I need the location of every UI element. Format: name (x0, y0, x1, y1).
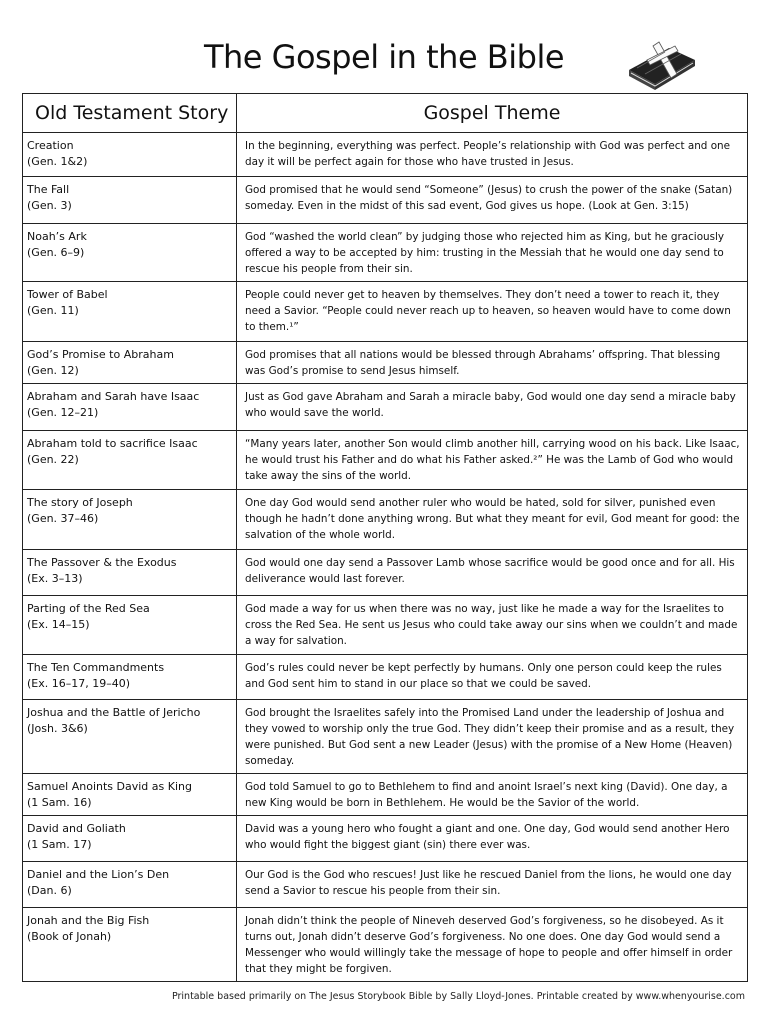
table-row (23, 224, 748, 282)
story-title: Daniel and the Lion’s Den (27, 868, 170, 881)
story-title: David and Goliath (27, 822, 126, 835)
story-title: Abraham and Sarah have Isaac (27, 390, 200, 403)
story-reference: (1 Sam. 17) (27, 838, 92, 851)
gospel-theme-cell: People could never get to heaven by themselves. They don’t need a tower to reach it, they need a Savior. “People could never reach up to heaven, so heaven would have to come down to them.¹” (237, 282, 748, 342)
story-title: The Fall (27, 183, 70, 196)
story-title: Noah’s Ark (27, 230, 87, 243)
story-title: Creation (27, 139, 74, 152)
story-cell (23, 133, 237, 177)
gospel-theme-cell: God’s rules could never be kept perfectly by humans. Only one person could keep the rules and God sent him to stand in our place so that we could be saved. (237, 655, 748, 700)
story-reference: (Gen. 37–46) (27, 512, 99, 525)
footer-credit: Printable based primarily on The Jesus Storybook Bible by Sally Lloyd-Jones. Printable created by www.whenyourise.com (171, 991, 745, 1002)
gospel-theme-cell: God would one day send a Passover Lamb whose sacrifice would be good once and for all. His deliverance would last forever. (237, 550, 748, 596)
story-cell (23, 700, 237, 774)
gospel-theme-cell: Our God is the God who rescues! Just like he rescued Daniel from the lions, he would one day send a Savior to rescue his people from their sin. (237, 862, 748, 908)
page-title: The Gospel in the Bible (203, 38, 565, 76)
story-reference: (Gen. 11) (27, 304, 79, 317)
story-reference: (Gen. 12) (27, 364, 79, 377)
gospel-theme-cell: In the beginning, everything was perfect. People’s relationship with God was perfect and one day it will be perfect again for those who have trusted in Jesus. (237, 133, 748, 177)
story-cell (23, 655, 237, 700)
gospel-theme-cell: God made a way for us when there was no way, just like he made a way for the Israelites to cross the Red Sea. He sent us Jesus who could take away our sins when we couldn’t and made a way for salvation. (237, 596, 748, 655)
story-cell (23, 224, 237, 282)
gospel-theme-cell: Just as God gave Abraham and Sarah a miracle baby, God would one day send a miracle baby who would save the world. (237, 384, 748, 431)
story-reference: (Gen. 6–9) (27, 246, 85, 259)
table-row (23, 596, 748, 655)
bible-with-cross-icon (625, 30, 697, 92)
story-cell (23, 596, 237, 655)
story-reference: (Ex. 3–13) (27, 572, 83, 585)
gospel-theme-cell: One day God would send another ruler who would be hated, sold for silver, punished even though he hadn’t done anything wrong. But what they meant for evil, God meant for good: the salvation of the whole world. (237, 490, 748, 550)
story-title: The Ten Commandments (27, 661, 165, 674)
gospel-theme-cell: God “washed the world clean” by judging those who rejected him as King, but he graciously offered a way to be accepted by him: trusting in the Messiah that he would one day send to rescue his people from their sin. (237, 224, 748, 282)
table-row (23, 816, 748, 862)
table-row (23, 908, 748, 982)
table-row (23, 342, 748, 384)
story-title: Samuel Anoints David as King (27, 780, 192, 793)
story-title: Parting of the Red Sea (27, 602, 150, 615)
story-cell (23, 862, 237, 908)
table-row (23, 384, 748, 431)
gospel-theme-cell: God told Samuel to go to Bethlehem to find and anoint Israel’s next king (David). One day, a new King would be born in Bethlehem. He would be the Savior of the world. (237, 774, 748, 816)
story-reference: (Gen. 3) (27, 199, 72, 212)
story-reference: (Gen. 12–21) (27, 406, 99, 419)
story-title: Tower of Babel (27, 288, 108, 301)
header-gospel-theme: Gospel Theme (237, 94, 748, 133)
gospel-theme-cell: God brought the Israelites safely into the Promised Land under the leadership of Joshua and they vowed to worship only the true God. They didn’t keep their promise and as a result, they were punished. But God sent a new Leader (Jesus) with the promise of a New Home (Heaven) someday. (237, 700, 748, 774)
story-title: The Passover & the Exodus (27, 556, 177, 569)
gospel-table (22, 93, 748, 982)
gospel-theme-cell: God promised that he would send “Someone” (Jesus) to crush the power of the snake (Satan) someday. Even in the midst of this sad event, God gives us hope. (Look at Gen. 3:15) (237, 177, 748, 224)
header-old-testament-story: Old Testament Story (23, 94, 237, 133)
story-cell (23, 384, 237, 431)
story-reference: (Josh. 3&6) (27, 722, 88, 735)
story-reference: (Ex. 16–17, 19–40) (27, 677, 131, 690)
story-cell (23, 490, 237, 550)
story-cell (23, 550, 237, 596)
gospel-theme-cell: David was a young hero who fought a giant and one. One day, God would send another Hero who would fight the biggest giant (sin) there ever was. (237, 816, 748, 862)
story-cell (23, 282, 237, 342)
story-reference: (Gen. 1&2) (27, 155, 88, 168)
story-cell (23, 177, 237, 224)
story-title: Abraham told to sacrifice Isaac (27, 437, 198, 450)
table-row (23, 490, 748, 550)
table-row (23, 774, 748, 816)
table-row (23, 700, 748, 774)
gospel-theme-cell: God promises that all nations would be blessed through Abrahams’ offspring. That blessing was God’s promise to send Jesus himself. (237, 342, 748, 384)
story-cell (23, 342, 237, 384)
story-title: The story of Joseph (27, 496, 133, 509)
table-row (23, 862, 748, 908)
table-row (23, 655, 748, 700)
table-row (23, 282, 748, 342)
story-title: God’s Promise to Abraham (27, 348, 174, 361)
story-reference: (Gen. 22) (27, 453, 79, 466)
story-cell (23, 431, 237, 490)
gospel-theme-cell: “Many years later, another Son would climb another hill, carrying wood on his back. Like Isaac, he would trust his Father and do what his Father asked.²” He was the Lamb of God who would take away the sins of the world. (237, 431, 748, 490)
story-reference: (Ex. 14–15) (27, 618, 90, 631)
story-cell (23, 908, 237, 982)
table-header-row (23, 94, 748, 133)
story-title: Joshua and the Battle of Jericho (27, 706, 201, 719)
table-row (23, 431, 748, 490)
story-reference: (Book of Jonah) (27, 930, 112, 943)
story-reference: (1 Sam. 16) (27, 796, 92, 809)
story-title: Jonah and the Big Fish (27, 914, 150, 927)
table-row (23, 133, 748, 177)
story-cell (23, 816, 237, 862)
gospel-theme-cell: Jonah didn’t think the people of Nineveh deserved God’s forgiveness, so he disobeyed. As it turns out, Jonah didn’t deserve God’s forgiveness. No one does. One day God would send a Messenger who would willingly take the message of hope to people and offer himself in order that they might be forgiven. (237, 908, 748, 982)
story-reference: (Dan. 6) (27, 884, 72, 897)
table-row (23, 550, 748, 596)
story-cell (23, 774, 237, 816)
table-row (23, 177, 748, 224)
